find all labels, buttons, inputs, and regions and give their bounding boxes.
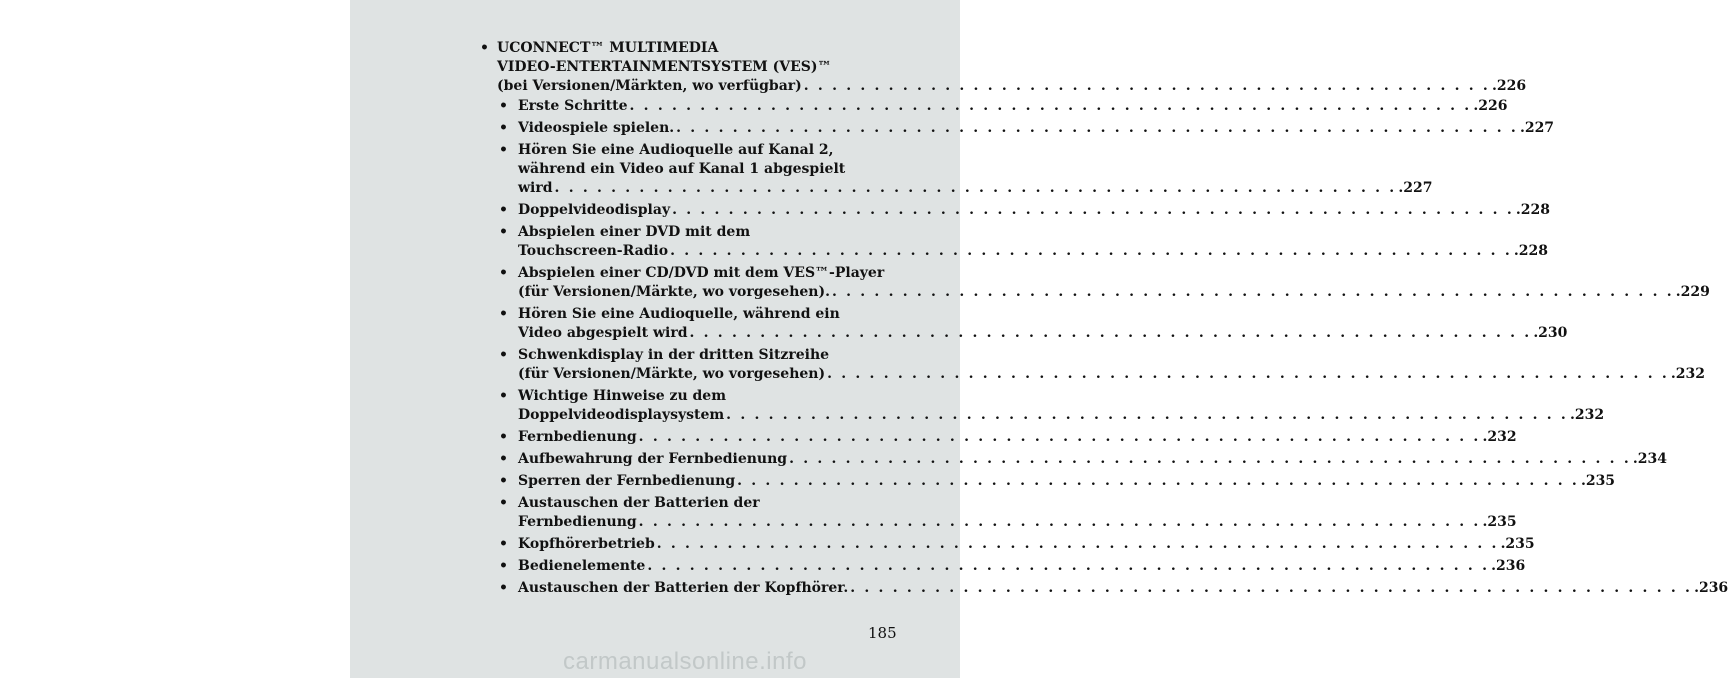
toc-entry-page: .227	[1398, 180, 1433, 196]
toc-entry[interactable]	[518, 178, 1433, 198]
toc-entry-page: .236	[1491, 558, 1526, 574]
toc-entry-text: Schwenkdisplay in der dritten Sitzreihe	[518, 347, 830, 363]
bullet-icon: •	[499, 558, 508, 574]
bullet-icon: •	[480, 40, 489, 56]
toc-entry-line	[518, 304, 840, 324]
toc-entry-text: wird	[518, 180, 553, 196]
toc-entry-line	[518, 159, 845, 179]
toc-entry-text: Erste Schritte	[518, 98, 628, 114]
toc-entry[interactable]	[518, 512, 1517, 532]
bullet-icon: •	[499, 265, 508, 281]
toc-entry-page: .235	[1580, 473, 1616, 489]
toc-entry-text: Aufbewahrung der Fernbedienung	[518, 451, 788, 467]
toc-heading-line1: UCONNECT™ MULTIMEDIA	[497, 40, 719, 56]
toc-entry[interactable]	[518, 96, 1508, 116]
bullet-icon: •	[499, 202, 508, 218]
bullet-icon: •	[499, 120, 508, 136]
toc-entry-page: .234	[1632, 451, 1667, 467]
leader-dots: . . . . . . . . . . . . . . . . . . . . . . . . . . . . . . . . . . . . . . . . . . . . . . . . . . . . . . . . . . . .	[554, 180, 1397, 196]
toc-entry[interactable]	[518, 364, 1706, 384]
leader-dots: . . . . . . . . . . . . . . . . . . . . . . . . . . . . . . . . . . . . . . . . . . . . . . . . . . . . . . . . . . . .	[670, 243, 1512, 259]
leader-dots: . . . . . . . . . . . . . . . . . . . . . . . . . . . . . . . . . . . . . . . . . . . . . . . . . . . . . . . . . . . .	[672, 202, 1514, 218]
bullet-icon: •	[499, 495, 508, 511]
toc-entry-text: Videospiele spielen.	[518, 120, 675, 136]
toc-entry[interactable]	[518, 118, 1555, 138]
bullet-icon: •	[499, 580, 508, 596]
toc-entry-text: Sperren der Fernbedienung	[518, 473, 736, 489]
bullet-icon: •	[499, 306, 508, 322]
leader-dots: . . . . . . . . . . . . . . . . . . . . . . . . . . . . . . . . . . . . . . . . . . . . . . . . . . . . . . . . . . . .	[638, 429, 1481, 445]
toc-entry-page: .232	[1670, 366, 1706, 382]
watermark: carmanualsonline.info	[563, 648, 807, 675]
toc-entry[interactable]	[518, 323, 1568, 343]
toc-entry-text: Hören Sie eine Audioquelle, während ein	[518, 306, 840, 322]
bullet-icon: •	[499, 224, 508, 240]
toc-entry-text: (für Versionen/Märkte, wo vorgesehen).	[518, 284, 830, 300]
toc-entry-line	[518, 263, 884, 283]
toc-entry-text: Doppelvideodisplaysystem	[518, 407, 725, 423]
toc-entry-text: Touchscreen-Radio	[518, 243, 669, 259]
toc-entry-text: Video abgespielt wird	[518, 325, 688, 341]
toc-heading-line3[interactable]	[497, 76, 1527, 96]
toc-heading-text: (bei Versionen/Märkten, wo verfügbar)	[497, 78, 802, 94]
toc-entry-text: Doppelvideodisplay	[518, 202, 671, 218]
toc-entry-text: Austauschen der Batterien der Kopfhörer.	[518, 580, 849, 596]
leader-dots: . . . . . . . . . . . . . . . . . . . . . . . . . . . . . . . . . . . . . . . . . . . . . . . . . . . . . . . . . . . .	[827, 366, 1669, 382]
toc-entry[interactable]	[518, 405, 1605, 425]
toc-entry[interactable]	[518, 449, 1667, 469]
toc-entry-line	[518, 493, 760, 513]
bullet-icon: •	[499, 347, 508, 363]
leader-dots: . . . . . . . . . . . . . . . . . . . . . . . . . . . . . . . . . . . . . . . . . . . . . . . . . . . . . . . . . . . .	[850, 580, 1693, 596]
bullet-icon: •	[499, 451, 508, 467]
toc-entry[interactable]	[518, 427, 1517, 447]
toc-entry[interactable]	[518, 282, 1710, 302]
leader-dots: . . . . . . . . . . . . . . . . . . . . . . . . . . . . . . . . . . . . . . . . . . . . . . . . . . . . . . . . . . . .	[689, 325, 1532, 341]
toc-entry-page: .230	[1533, 325, 1568, 341]
toc-entry-page: .226	[1473, 98, 1508, 114]
toc-entry-text: (für Versionen/Märkte, wo vorgesehen)	[518, 366, 826, 382]
toc-entry-page: .227	[1519, 120, 1555, 136]
bullet-icon: •	[499, 536, 508, 552]
bullet-icon: •	[499, 429, 508, 445]
toc-entry-page: .229	[1675, 284, 1710, 300]
leader-dots: . . . . . . . . . . . . . . . . . . . . . . . . . . . . . . . . . . . . . . . . . . . . . . . . . . . . . . . . . . . .	[638, 514, 1481, 530]
toc-entry-page: .235	[1500, 536, 1535, 552]
leader-dots: . . . . . . . . . . . . . . . . . . . . . . . . . . . . . . . . . . . . . . . . . . . . . . . . .	[803, 78, 1490, 94]
toc-entry[interactable]	[518, 534, 1535, 554]
toc-entry-page: .232	[1482, 429, 1517, 445]
page-number: 185	[868, 624, 897, 642]
toc-entry-page: .236	[1694, 580, 1728, 596]
toc-entry[interactable]	[518, 241, 1549, 261]
toc-entry[interactable]	[518, 471, 1616, 491]
toc-entry-page: .235	[1482, 514, 1517, 530]
leader-dots: . . . . . . . . . . . . . . . . . . . . . . . . . . . . . . . . . . . . . . . . . . . . . . . . . . . . . . . . . . . .	[737, 473, 1579, 489]
toc-entry-page: .228	[1513, 243, 1549, 259]
toc-entry-text: Fernbedienung	[518, 514, 637, 530]
toc-entry-line	[518, 386, 726, 406]
toc-entry-page: .228	[1515, 202, 1550, 218]
toc-entry-text: Hören Sie eine Audioquelle auf Kanal 2,	[518, 142, 834, 158]
toc-entry-line	[518, 222, 750, 242]
toc-entry-line	[518, 345, 829, 365]
leader-dots: . . . . . . . . . . . . . . . . . . . . . . . . . . . . . . . . . . . . . . . . . . . . . . . . . . . . . . . . . . . .	[656, 536, 1499, 552]
toc-heading-page: .226	[1491, 78, 1527, 94]
bullet-icon: •	[499, 98, 508, 114]
bullet-icon: •	[499, 142, 508, 158]
toc-entry-text: Fernbedienung	[518, 429, 637, 445]
leader-dots: . . . . . . . . . . . . . . . . . . . . . . . . . . . . . . . . . . . . . . . . . . . . . . . . . . . . . . . . . . . .	[629, 98, 1472, 114]
leader-dots: . . . . . . . . . . . . . . . . . . . . . . . . . . . . . . . . . . . . . . . . . . . . . . . . . . . . . . . . . . . .	[647, 558, 1490, 574]
toc-entry-page: .232	[1569, 407, 1605, 423]
toc-entry-text: Abspielen einer CD/DVD mit dem VES™-Player	[518, 265, 885, 281]
toc-entry-line	[518, 140, 834, 160]
toc-entry-text: Wichtige Hinweise zu dem	[518, 388, 727, 404]
toc-entry[interactable]	[518, 556, 1526, 576]
leader-dots: . . . . . . . . . . . . . . . . . . . . . . . . . . . . . . . . . . . . . . . . . . . . . . . . . . . . . . . . . . . .	[726, 407, 1568, 423]
toc-entry-text: Kopfhörerbetrieb	[518, 536, 655, 552]
toc-entry-text: während ein Video auf Kanal 1 abgespielt	[518, 161, 846, 177]
toc-entry-text: Abspielen einer DVD mit dem	[518, 224, 751, 240]
toc-entry[interactable]	[518, 578, 1728, 598]
toc-entry[interactable]	[518, 200, 1550, 220]
leader-dots: . . . . . . . . . . . . . . . . . . . . . . . . . . . . . . . . . . . . . . . . . . . . . . . . . . . . . . . . . . . .	[676, 120, 1518, 136]
leader-dots: . . . . . . . . . . . . . . . . . . . . . . . . . . . . . . . . . . . . . . . . . . . . . . . . . . . . . . . . . . . .	[789, 451, 1631, 467]
leader-dots: . . . . . . . . . . . . . . . . . . . . . . . . . . . . . . . . . . . . . . . . . . . . . . . . . . . . . . . . . . . .	[831, 284, 1674, 300]
toc-entry-text: Bedienelemente	[518, 558, 646, 574]
toc-heading-line2: VIDEO-ENTERTAINMENTSYSTEM (VES)™	[497, 59, 832, 75]
toc-entry-text: Austauschen der Batterien der	[518, 495, 760, 511]
bullet-icon: •	[499, 473, 508, 489]
bullet-icon: •	[499, 388, 508, 404]
